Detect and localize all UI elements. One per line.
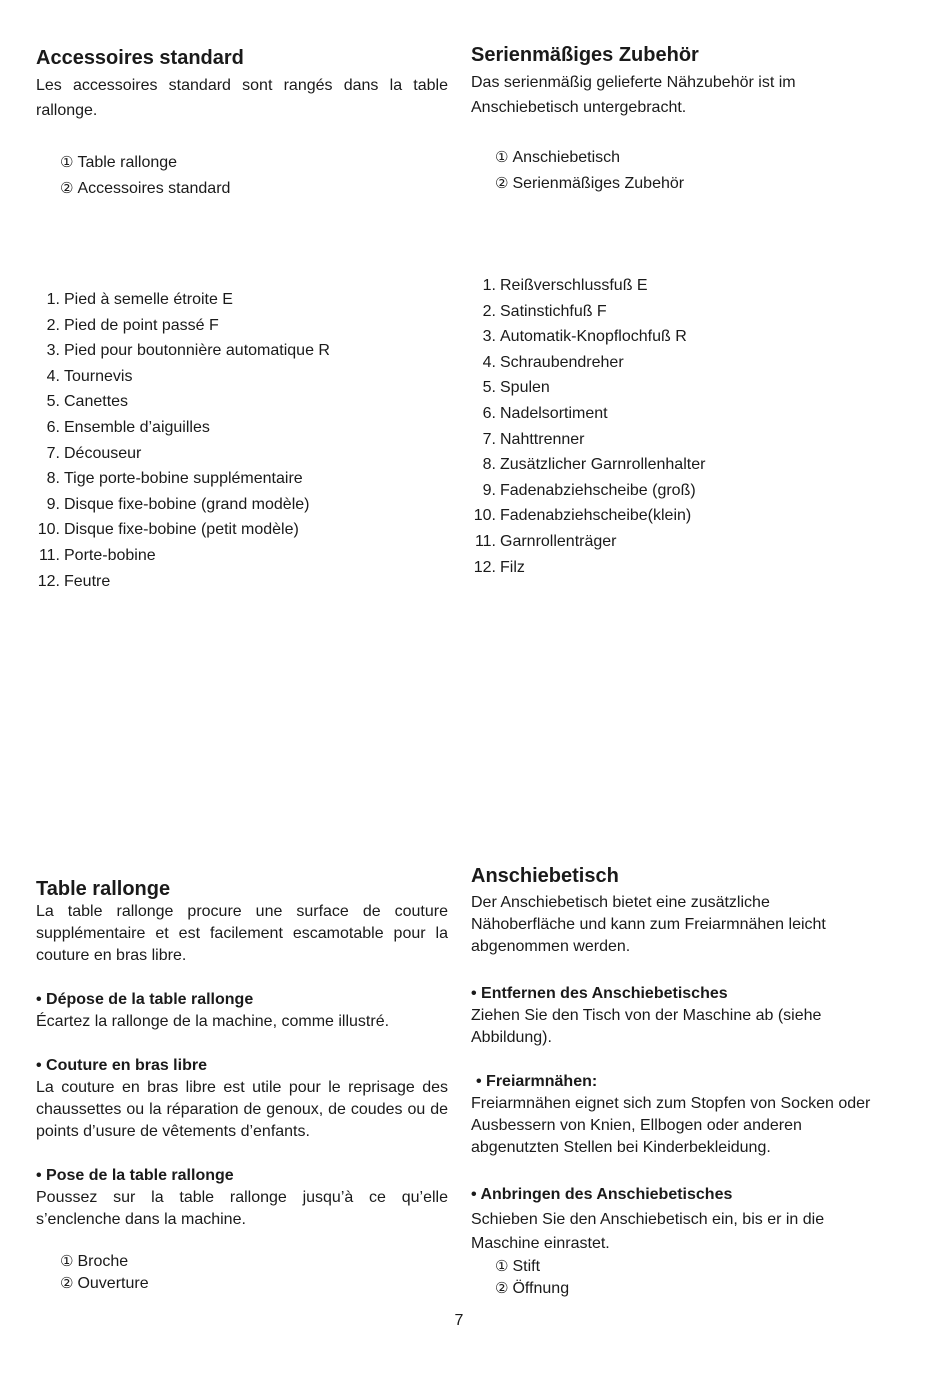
list-item: 12. Filz <box>473 558 525 576</box>
list-item: 5. Canettes <box>46 393 129 411</box>
list-item: 6. Nadelsortiment <box>482 404 608 422</box>
de-table-freearm-text: Freiarmnähen eignet sich zum Stopfen von Socken oder Ausbessern von Knien, Ellbogen oder anderen abgenutzten Stellen bei Kinderbekleidung. <box>471 1095 871 1156</box>
legend-item: ① Stift <box>495 1258 541 1275</box>
de-table-attach-title: • Anbringen des Anschiebetisches <box>471 1186 733 1203</box>
fr-table-section <box>36 877 448 1295</box>
list-item: 10. Fadenabziehscheibe(klein) <box>473 507 692 525</box>
list-item: 9. Disque fixe-bobine (grand modèle) <box>46 495 310 513</box>
list-item: 11. Garnrollenträger <box>474 532 617 550</box>
list-item: 8. Zusätzlicher Garnrollenhalter <box>482 456 706 474</box>
list-item: 3. Pied pour boutonnière automatique R <box>46 342 330 360</box>
page-number: 7 <box>454 1312 464 1329</box>
legend-item: ① Anschiebetisch <box>495 149 621 166</box>
de-table-section <box>471 864 881 1300</box>
de-table-attach-text: Schieben Sie den Anschiebetisch ein, bis er in die Maschine einrastet. <box>471 1211 825 1252</box>
fr-accessories-list <box>28 287 448 594</box>
fr-table-intro: La table rallonge procure une surface de couture supplémentaire et est facilement escamotable pour la couture en bras libre. <box>36 903 448 964</box>
fr-table-attach-title: • Pose de la table rallonge <box>36 1167 234 1184</box>
list-item: 2. Satinstichfuß F <box>482 302 607 320</box>
legend-item: ② Öffnung <box>495 1280 570 1297</box>
de-table-intro: Der Anschiebetisch bietet eine zusätzliche Nähoberfläche und kann zum Freiarmnähen leicht abgenommen werden. <box>471 894 826 955</box>
fr-table-freearm-title: • Couture en bras libre <box>36 1057 207 1074</box>
legend-item: ② Accessoires standard <box>60 180 231 197</box>
list-item: 4. Schraubendreher <box>482 353 624 371</box>
legend-item: ① Broche <box>60 1253 129 1270</box>
list-item: 3. Automatik-Knopflochfuß R <box>482 328 687 346</box>
legend-item: ② Ouverture <box>60 1275 149 1292</box>
list-item: 10. Disque fixe-bobine (petit modèle) <box>37 521 299 539</box>
list-item: 7. Nahttrenner <box>482 430 585 448</box>
de-accessories-legend <box>471 145 881 197</box>
list-item: 11. Porte-bobine <box>38 546 156 564</box>
fr-accessories-heading: Accessoires standard <box>36 47 244 69</box>
fr-table-removal-title: • Dépose de la table rallonge <box>36 991 254 1008</box>
de-accessories-intro: Das serienmäßig gelieferte Nähzubehör ist im Anschiebetisch untergebracht. <box>471 74 796 116</box>
fr-accessories-legend <box>36 150 448 202</box>
list-item: 2. Pied de point passé F <box>46 316 219 334</box>
list-item: 1. Pied à semelle étroite E <box>46 291 233 308</box>
list-item: 7. Découseur <box>46 444 142 462</box>
de-table-freearm-title: • Freiarmnähen: <box>476 1073 598 1090</box>
de-table-removal-text: Ziehen Sie den Tisch von der Maschine ab (siehe Abbildung). <box>471 1007 822 1046</box>
list-item: 12. Feutre <box>37 572 111 590</box>
fr-table-heading: Table rallonge <box>36 878 171 900</box>
list-item: 4. Tournevis <box>46 367 133 385</box>
legend-item: ① Table rallonge <box>60 154 178 171</box>
fr-accessories-section <box>36 46 448 123</box>
de-accessories-section <box>471 43 881 120</box>
list-item: 5. Spulen <box>482 379 550 397</box>
de-table-legend <box>471 1256 881 1300</box>
de-table-heading: Anschiebetisch <box>471 865 619 887</box>
legend-item: ② Serienmäßiges Zubehör <box>495 175 685 192</box>
list-item: 1. Reißverschlussfuß E <box>482 277 648 294</box>
fr-table-legend <box>36 1251 448 1295</box>
fr-accessories-intro: Les accessoires standard sont rangés dans la table rallonge. <box>36 77 448 119</box>
fr-table-removal-text: Écartez la rallonge de la machine, comme illustré. <box>36 1013 390 1030</box>
list-item: 8. Tige porte-bobine supplémentaire <box>46 470 303 488</box>
list-item: 6. Ensemble d’aiguilles <box>46 418 210 436</box>
fr-table-attach-text: Poussez sur la table rallonge jusqu’à ce qu’elle s’enclenche dans la machine. <box>36 1189 448 1228</box>
list-item: 9. Fadenabziehscheibe (groß) <box>482 481 696 499</box>
de-accessories-heading: Serienmäßiges Zubehör <box>471 44 699 66</box>
de-accessories-list <box>464 273 884 580</box>
de-table-removal-title: • Entfernen des Anschiebetisches <box>471 985 728 1002</box>
fr-table-freearm-text: La couture en bras libre est utile pour le reprisage des chaussettes ou la réparation de genoux, de coudes ou de points d’usure de vêtements d’enfants. <box>36 1079 448 1140</box>
